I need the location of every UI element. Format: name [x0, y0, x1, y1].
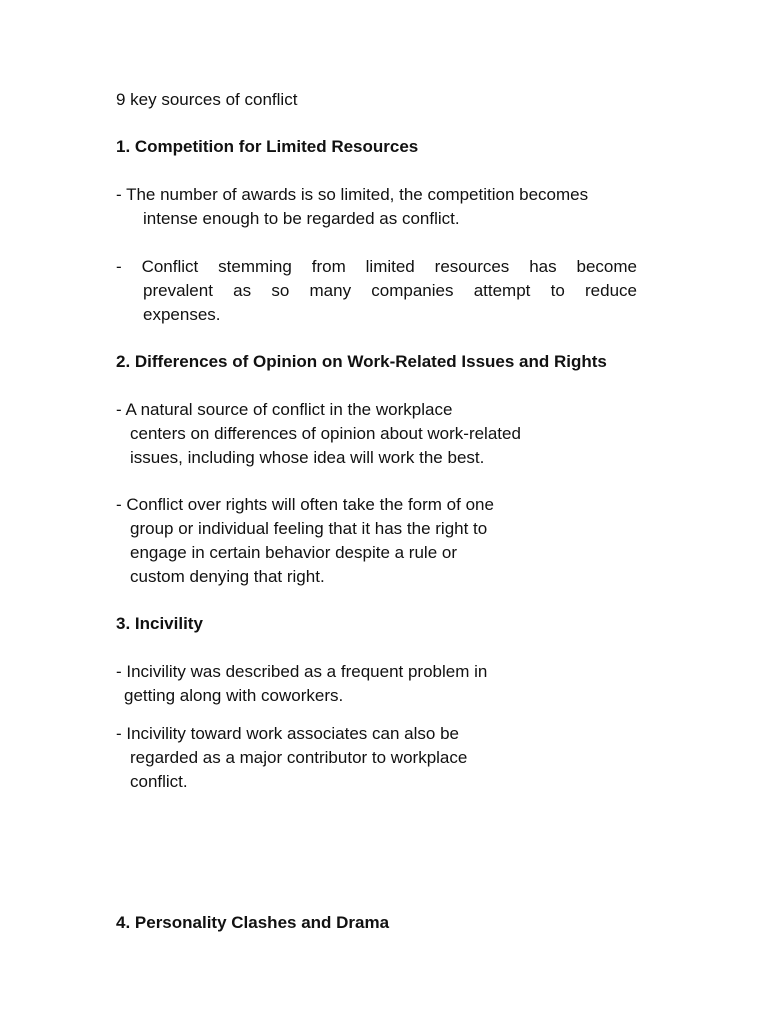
- section-heading: 2. Differences of Opinion on Work-Related Issues and Rights: [116, 352, 607, 371]
- bullet-line: group or individual feeling that it has the right to: [130, 519, 488, 538]
- bullet-line: intense enough to be regarded as conflict.: [143, 209, 460, 228]
- bullet-line: - Incivility toward work associates can also be: [116, 724, 459, 743]
- section-heading: 4. Personality Clashes and Drama: [116, 913, 390, 932]
- bullet-line: - Conflict over rights will often take the form of one: [116, 495, 494, 514]
- bullet-line: engage in certain behavior despite a rule or: [130, 543, 457, 562]
- section-heading: 1. Competition for Limited Resources: [116, 137, 419, 156]
- bullet-line: getting along with coworkers.: [124, 686, 344, 705]
- bullet-line: expenses.: [143, 305, 221, 324]
- bullet-line: - A natural source of conflict in the workplace: [116, 400, 453, 419]
- bullet-line: - The number of awards is so limited, the competition becomes: [116, 185, 589, 204]
- document-title: 9 key sources of conflict: [116, 90, 298, 109]
- bullet-line: prevalent as so many companies attempt to reduce: [143, 281, 637, 300]
- bullet-line: centers on differences of opinion about work-related: [130, 424, 521, 443]
- section-heading: 3. Incivility: [116, 614, 203, 633]
- bullet-line: - Incivility was described as a frequent problem in: [116, 662, 488, 681]
- bullet-line: conflict.: [130, 772, 188, 791]
- bullet-line: - Conflict stemming from limited resources has become: [116, 257, 637, 276]
- bullet-line: issues, including whose idea will work the best.: [130, 448, 485, 467]
- bullet-line: regarded as a major contributor to workplace: [130, 748, 468, 767]
- bullet-line: custom denying that right.: [130, 567, 325, 586]
